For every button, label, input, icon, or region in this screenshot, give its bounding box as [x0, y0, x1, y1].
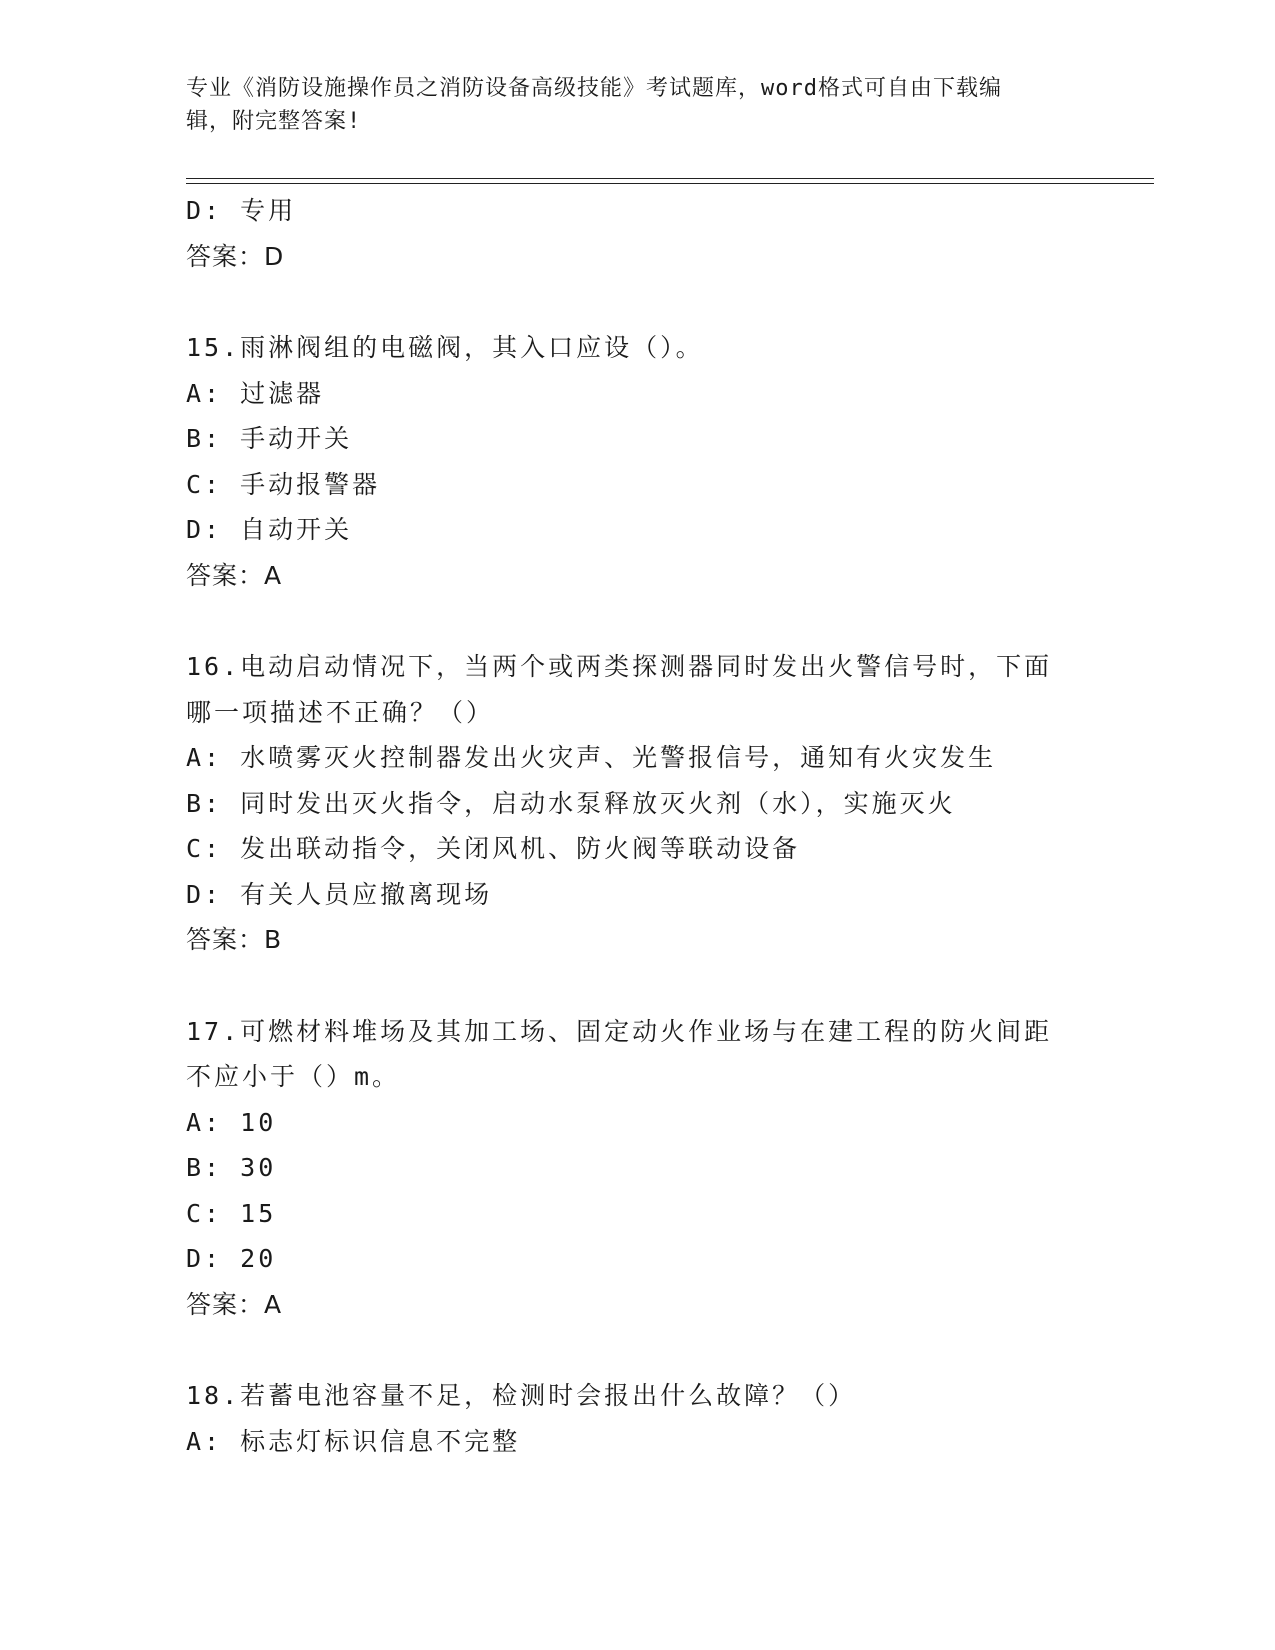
question-17 — [186, 1009, 1086, 1328]
option-c: C: 15 — [186, 1198, 277, 1228]
option-d: D: 20 — [186, 1244, 277, 1273]
option-a: A: 标志灯标识信息不完整 — [186, 1426, 521, 1456]
prev-answer: 答案：D — [186, 241, 285, 271]
option-c: C: 手动报警器 — [186, 469, 381, 499]
question-stem: 17.可燃材料堆场及其加工场、固定动火作业场与在建工程的防火间距 — [186, 1016, 1053, 1046]
header-line-2: 辑，附完整答案! — [186, 109, 362, 134]
option-b: B: 同时发出灭火指令，启动水泵释放灭火剂（水），实施灭火 — [186, 788, 956, 818]
question-stem-continued: 不应小于（）m。 — [186, 1062, 401, 1091]
question-stem: 15.雨淋阀组的电磁阀，其入口应设（）。 — [186, 333, 704, 362]
header-divider-top — [186, 178, 1154, 179]
question-list — [186, 188, 1086, 1464]
option-d: D: 自动开关 — [186, 515, 353, 544]
question-18 — [186, 1373, 1086, 1464]
document-header — [186, 72, 1066, 138]
option-b: B: 30 — [186, 1153, 277, 1182]
question-stem: 16.电动启动情况下，当两个或两类探测器同时发出火警信号时，下面 — [186, 652, 1053, 681]
option-b: B: 手动开关 — [186, 424, 353, 453]
prev-option-d: D: 专用 — [186, 196, 297, 225]
question-15 — [186, 325, 1086, 598]
header-line-1: 专业《消防设施操作员之消防设备高级技能》考试题库，word格式可自由下载编 — [186, 76, 1002, 101]
spacer — [186, 1327, 1086, 1373]
option-d: D: 有关人员应撤离现场 — [186, 879, 493, 909]
question-stem-continued: 哪一项描述不正确？（） — [186, 697, 495, 727]
option-a: A: 10 — [186, 1107, 277, 1137]
option-a: A: 水喷雾灭火控制器发出火灾声、光警报信号，通知有火灾发生 — [186, 743, 997, 772]
option-c: C: 发出联动指令，关闭风机、防火阀等联动设备 — [186, 834, 801, 863]
header-divider-bottom — [186, 183, 1154, 184]
question-16 — [186, 644, 1086, 963]
spacer — [186, 963, 1086, 1009]
spacer — [186, 598, 1086, 644]
answer: 答案：A — [186, 1289, 283, 1319]
answer: 答案：B — [186, 925, 283, 954]
answer: 答案：A — [186, 560, 283, 590]
spacer — [186, 279, 1086, 325]
question-stem: 18.若蓄电池容量不足，检测时会报出什么故障？（） — [186, 1381, 857, 1410]
option-a: A: 过滤器 — [186, 378, 325, 408]
